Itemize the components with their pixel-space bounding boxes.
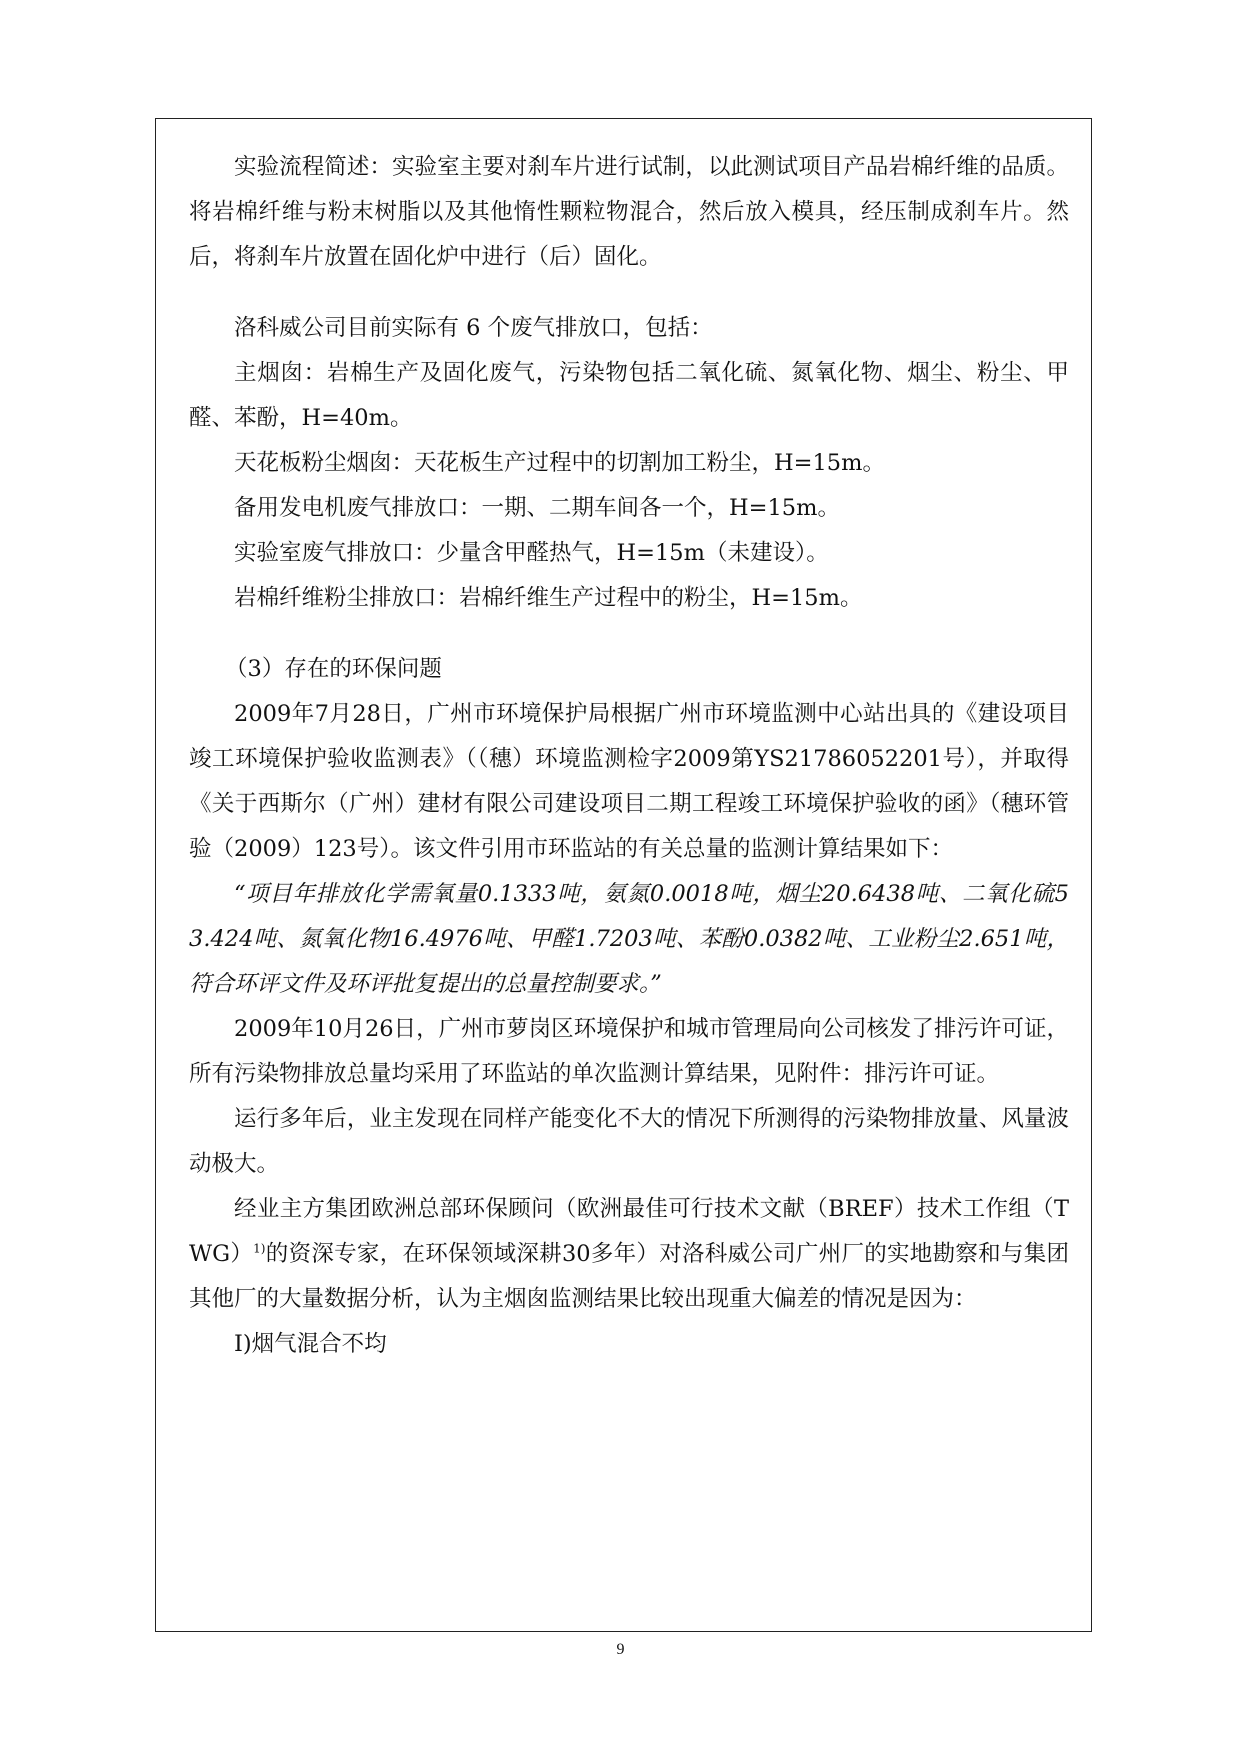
paragraph-fluctuation: 运行多年后，业主发现在同样产能变化不大的情况下所测得的污染物排放量、风量波动极大。 — [189, 1106, 1069, 1177]
paragraph-main-chimney: 主烟囱：岩棉生产及固化废气，污染物包括二氧化硫、氮氧化物、烟尘、粉尘、甲醛、苯酚，H=40m。 — [189, 360, 1069, 431]
document-body — [189, 145, 1069, 1367]
paragraph-experiment-process: 实验流程简述：实验室主要对刹车片进行试制，以此测试项目产品岩棉纤维的品质。将岩棉纤维与粉末树脂以及其他惰性颗粒物混合，然后放入模具，经压制成刹车片。然后，将刹车片放置在固化炉中进行（后）固化。 — [189, 154, 1069, 270]
section-heading-env-issues: （3）存在的环保问题 — [225, 656, 442, 682]
paragraph-quoted-results: “项目年排放化学需氧量0.1333吨，氨氮0.0018吨，烟尘20.6438吨、二氧化硫53.424吨、氮氧化物16.4976吨、甲醛1.7203吨、苯酚0.0382吨、工业粉尘2.651吨，符合环评文件及环评批复提出的总量控制要求。” — [189, 881, 1069, 997]
footnote-ref: 1) — [253, 1241, 266, 1256]
paragraph-generator-outlet: 备用发电机废气排放口：一期、二期车间各一个，H=15m。 — [234, 495, 840, 521]
paragraph-2009-acceptance: 2009年7月28日，广州市环境保护局根据广州市环境监测中心站出具的《建设项目竣工环境保护验收监测表》（（穗）环境监测检字2009第YS21786052201号），并取得《关于西斯尔（广州）建材有限公司建设项目二期工程竣工环境保护验收的函》（穗环管验（2009）123号）。该文件引用市环监站的有关总量的监测计算结果如下： — [189, 701, 1069, 862]
paragraph-ceiling-dust-chimney: 天花板粉尘烟囱：天花板生产过程中的切割加工粉尘，H=15m。 — [234, 450, 885, 476]
expert-text-a: 经业主方集团欧洲总部环保顾问（欧洲最佳可行技术文献（BREF）技术工作组（TWG） — [189, 1196, 1069, 1267]
paragraph-expert-analysis — [189, 1187, 1069, 1322]
paragraph-fiber-dust-outlet: 岩棉纤维粉尘排放口：岩棉纤维生产过程中的粉尘，H=15m。 — [234, 585, 863, 611]
page-number: 9 — [616, 1641, 625, 1658]
paragraph-exhaust-outlets-intro: 洛科威公司目前实际有 6 个废气排放口，包括： — [234, 315, 713, 341]
expert-text-b: 的资深专家，在环保领域深耕30多年）对洛科威公司广州厂的实地勘察和与集团其他厂的大量数据分析，认为主烟囱监测结果比较出现重大偏差的情况是因为： — [189, 1241, 1069, 1312]
paragraph-reason-1: I)烟气混合不均 — [234, 1331, 387, 1357]
paragraph-lab-outlet: 实验室废气排放口：少量含甲醛热气，H=15m（未建设）。 — [234, 540, 829, 566]
paragraph-permit: 2009年10月26日，广州市萝岗区环境保护和城市管理局向公司核发了排污许可证，所有污染物排放总量均采用了环监站的单次监测计算结果，见附件：排污许可证。 — [189, 1016, 1069, 1087]
